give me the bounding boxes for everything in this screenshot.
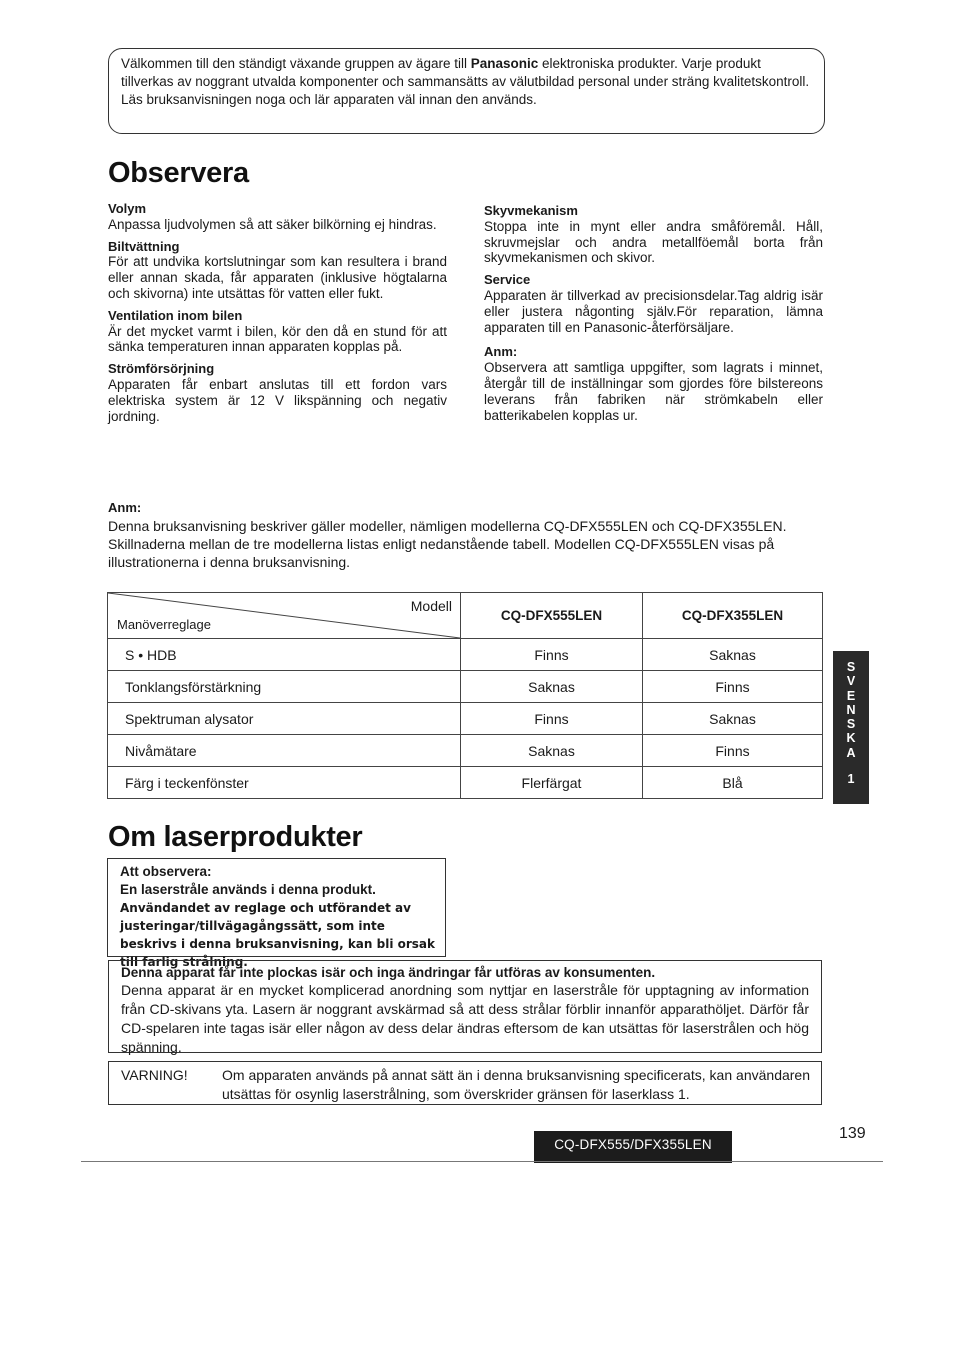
footer-model-bar: CQ-DFX555/DFX355LEN bbox=[534, 1131, 732, 1163]
caution-box bbox=[107, 858, 446, 969]
table-cell: Finns bbox=[461, 639, 643, 671]
table-cell: Finns bbox=[643, 671, 823, 703]
tab-letter: K bbox=[846, 731, 856, 746]
caution-subheading: En laserstråle används i denna produkt. bbox=[120, 882, 376, 897]
warning-box bbox=[108, 1061, 822, 1105]
section-text: Anpassa ljudvolymen så att säker bilkörning ej hindras. bbox=[108, 216, 437, 232]
laser-title: Om laserprodukter bbox=[108, 821, 363, 853]
observera-left-column bbox=[108, 201, 447, 424]
warning-label: VARNING! bbox=[121, 1067, 188, 1083]
tab-letter: S bbox=[846, 660, 856, 674]
footer-divider bbox=[81, 1161, 883, 1162]
warning-text: Om apparaten används på annat sätt än i denna bruksanvisning specificerats, kan användaren utsättas för osynlig laserstrålning, som överskrider gränsen för laserklass 1. bbox=[222, 1067, 810, 1102]
observera-title: Observera bbox=[108, 157, 249, 189]
table-row bbox=[108, 767, 823, 799]
section-head: Anm: bbox=[484, 344, 518, 360]
intro-box bbox=[108, 48, 825, 134]
table-row bbox=[108, 671, 823, 703]
section-head: Biltvättning bbox=[108, 238, 180, 254]
row-label: Färg i teckenfönster bbox=[108, 767, 461, 799]
table-corner-cell bbox=[108, 593, 461, 639]
disassembly-box bbox=[108, 960, 822, 1053]
table-cell: Flerfärgat bbox=[461, 767, 643, 799]
section-head: Ventilation inom bilen bbox=[108, 307, 243, 323]
tab-letter: S bbox=[846, 717, 856, 732]
table-row bbox=[108, 735, 823, 767]
section-head: Strömförsörjning bbox=[108, 361, 215, 377]
intro-text-3: Läs bruksanvisningen noga och lär apparaten väl innan den används. bbox=[121, 92, 537, 107]
table-cell: Finns bbox=[643, 735, 823, 767]
table-cell: Saknas bbox=[643, 639, 823, 671]
observera-right-column bbox=[484, 203, 823, 423]
tab-number: 1 bbox=[847, 772, 855, 787]
intro-text-1: Välkommen till den ständigt växande gruppen av ägare till bbox=[121, 56, 471, 71]
table-cell: Saknas bbox=[461, 735, 643, 767]
caution-text: Användandet av reglage och utförandet av justeringar/tillvägagångssätt, som inte beskrivs i denna bruksanvisning, kan bli orsak till farlig strålning. bbox=[120, 901, 435, 969]
section-text: Är det mycket varmt i bilen, kör den då en stund för att sänka temperaturen innan apparaten kopplas på. bbox=[108, 323, 447, 355]
corner-top-label: Modell bbox=[410, 598, 452, 614]
table-header-row bbox=[108, 593, 823, 639]
section-head: Skyvmekanism bbox=[484, 203, 578, 218]
row-label: S • HDB bbox=[108, 639, 461, 671]
anm-head: Anm: bbox=[108, 500, 142, 515]
section-head: Volym bbox=[108, 201, 147, 216]
table-cell: Blå bbox=[643, 767, 823, 799]
table-cell: Saknas bbox=[643, 703, 823, 735]
intro-text-2: elektroniska produkter. Varje produkt tillverkas av noggrant utvalda komponenter och sammansätts av välutbildad personal under sträng kvalitetskontroll. bbox=[121, 56, 810, 89]
anm-note bbox=[108, 499, 826, 571]
section-text: Apparaten är tillverkad av precisionsdelar.Tag aldrig isär eller justera någonting själv.För reparation, lämna apparaten till en Panasonic-återförsäljare. bbox=[484, 287, 823, 335]
column-header: CQ-DFX355LEN bbox=[643, 593, 823, 639]
tab-letter: E bbox=[846, 688, 856, 703]
caution-heading: Att observera: bbox=[120, 864, 212, 879]
disassembly-heading: Denna apparat får inte plockas isär och inga ändringar får utföras av konsumenten. bbox=[121, 965, 656, 980]
section-text: Stoppa inte in mynt eller andra småföremål. Håll, skruvmejslar och andra metallföemål borta från skyvmekanismen och skivor. bbox=[484, 218, 823, 266]
section-head: Service bbox=[484, 272, 531, 288]
section-text: För att undvika kortslutningar som kan resultera i brand eller annan skada, får apparaten (inklusive högtalarna och skivorna) inte utsättas för vatten eller fukt. bbox=[108, 254, 447, 301]
column-header: CQ-DFX555LEN bbox=[461, 593, 643, 639]
corner-bottom-label: Manöverreglage bbox=[117, 617, 211, 632]
tab-letter: N bbox=[846, 702, 856, 717]
row-label: Spektruman alysator bbox=[108, 703, 461, 735]
table-row bbox=[108, 639, 823, 671]
page-number: 139 bbox=[839, 1125, 866, 1142]
disassembly-text: Denna apparat är en mycket komplicerad anordning som nyttjar en laserstråle för upptagning av information från CD-skivans yta. Lasern är noggrant avskärmad så att dess strålar förblir innanför apparathöljet. Därför får CD-spelaren inte tagas isär eller någon av dess delar ändras eftersom de kan utsättas för laserstrålen och hög spänning. bbox=[121, 982, 809, 1055]
table-cell: Finns bbox=[461, 703, 643, 735]
language-side-tab bbox=[833, 651, 869, 804]
tab-letter: A bbox=[846, 745, 856, 760]
tab-letter: V bbox=[846, 674, 856, 689]
table-cell: Saknas bbox=[461, 671, 643, 703]
row-label: Tonklangsförstärkning bbox=[108, 671, 461, 703]
section-text: Apparaten får enbart anslutas till ett fordon vars elektriska system är 12 V likspänning och negativ jordning. bbox=[108, 376, 447, 424]
section-text: Observera att samtliga uppgifter, som lagrats i minnet, återgår till de inställningar som gjordes före bilstereons leverans från fabriken när strömkabeln eller batterikabelen kopplas ur. bbox=[484, 360, 823, 423]
table-row bbox=[108, 703, 823, 735]
row-label: Nivåmätare bbox=[108, 735, 461, 767]
brand-name: Panasonic bbox=[470, 56, 539, 71]
anm-text: Denna bruksanvisning beskriver gäller modeller, nämligen modellerna CQ-DFX555LEN och CQ-DFX355LEN. Skillnaderna mellan de tre modellerna listas enligt nedanstående tabell. Modellen CQ-DFX555LEN visas på illustrationerna i denna bruksanvisning. bbox=[108, 518, 787, 570]
model-table bbox=[107, 592, 823, 799]
